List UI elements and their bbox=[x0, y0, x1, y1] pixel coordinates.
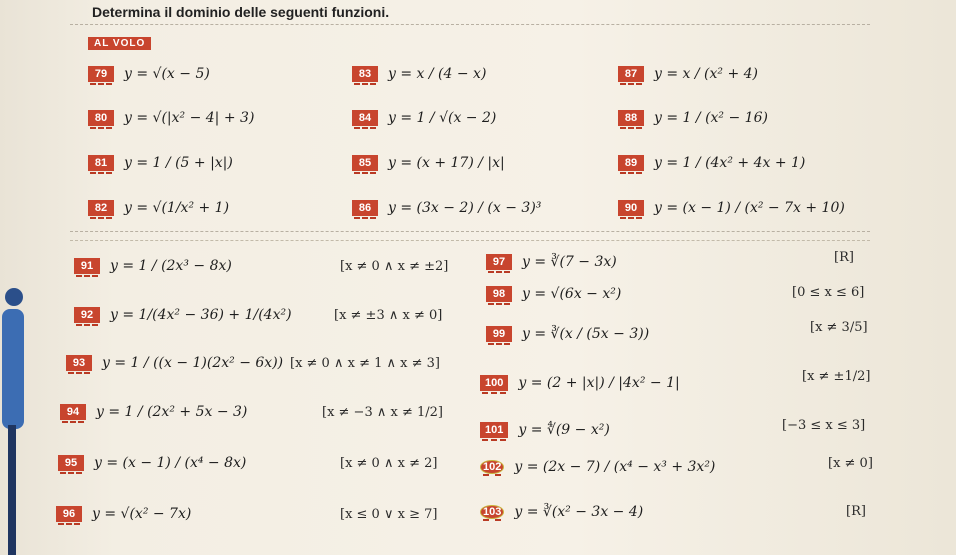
exercise-94 bbox=[60, 404, 247, 420]
function-formula: y = ∛(x² − 3x − 4) bbox=[514, 504, 644, 520]
exercise-96-answer: [x ≤ 0 ∨ x ≥ 7] bbox=[340, 507, 438, 522]
exercise-95 bbox=[58, 455, 246, 471]
exercise-89 bbox=[618, 155, 805, 171]
exercise-99-answer: [x ≠ 3/5] bbox=[810, 320, 868, 335]
exercise-84 bbox=[352, 110, 496, 126]
exercise-97-answer: [R] bbox=[834, 250, 854, 265]
exercise-number: 83 bbox=[352, 66, 378, 82]
function-formula: y = (x − 1) / (x⁴ − 8x) bbox=[94, 455, 247, 471]
function-formula: y = ∛(7 − 3x) bbox=[522, 254, 617, 270]
exercise-103 bbox=[480, 504, 643, 520]
exercise-number: 100 bbox=[480, 375, 508, 391]
function-formula: y = 1 / ((x − 1)(2x² − 6x)) bbox=[102, 355, 284, 371]
exercise-number: 94 bbox=[60, 404, 86, 420]
exercise-101-answer: [−3 ≤ x ≤ 3] bbox=[782, 418, 866, 433]
exercise-92-answer: [x ≠ ±3 ∧ x ≠ 0] bbox=[334, 308, 443, 323]
function-formula: y = ∜(9 − x²) bbox=[518, 422, 610, 438]
exercise-number: 80 bbox=[88, 110, 114, 126]
exercise-number: 95 bbox=[58, 455, 84, 471]
function-formula: y = √(|x² − 4| + 3) bbox=[124, 110, 255, 126]
exercise-98 bbox=[486, 286, 621, 302]
exercise-87 bbox=[618, 66, 758, 82]
exercise-number: 102 bbox=[480, 460, 504, 474]
function-formula: y = 1 / (4x² + 4x + 1) bbox=[654, 155, 806, 171]
section-tag: AL VOLO bbox=[88, 37, 151, 50]
exercise-92 bbox=[74, 307, 292, 323]
exercise-85 bbox=[352, 155, 505, 171]
exercise-90 bbox=[618, 200, 845, 216]
exercise-93-answer: [x ≠ 0 ∧ x ≠ 1 ∧ x ≠ 3] bbox=[290, 356, 440, 371]
exercise-number: 96 bbox=[56, 506, 82, 522]
exercise-91 bbox=[74, 258, 232, 274]
function-formula: y = √(1/x² + 1) bbox=[124, 200, 230, 216]
function-formula: y = 1 / (5 + |x|) bbox=[124, 155, 233, 171]
function-formula: y = √(6x − x²) bbox=[522, 286, 622, 302]
function-formula: y = 1 / (2x² + 5x − 3) bbox=[96, 404, 248, 420]
exercise-96 bbox=[56, 506, 191, 522]
exercise-number: 91 bbox=[74, 258, 100, 274]
function-formula: y = (3x − 2) / (x − 3)³ bbox=[388, 200, 542, 216]
exercise-81 bbox=[88, 155, 233, 171]
exercise-number: 89 bbox=[618, 155, 644, 171]
exercise-number: 84 bbox=[352, 110, 378, 126]
exercise-80 bbox=[88, 110, 254, 126]
exercise-number: 92 bbox=[74, 307, 100, 323]
function-formula: y = √(x − 5) bbox=[124, 66, 210, 82]
function-formula: y = 1 / (2x³ − 8x) bbox=[110, 258, 232, 274]
function-formula: y = (2 + |x|) / |4x² − 1| bbox=[518, 375, 680, 391]
exercise-100 bbox=[480, 375, 680, 391]
function-formula: y = x / (4 − x) bbox=[388, 66, 487, 82]
exercise-number: 79 bbox=[88, 66, 114, 82]
exercise-number: 81 bbox=[88, 155, 114, 171]
exercise-number: 85 bbox=[352, 155, 378, 171]
function-formula: y = x / (x² + 4) bbox=[654, 66, 759, 82]
exercise-number: 98 bbox=[486, 286, 512, 302]
exercise-number: 103 bbox=[480, 505, 504, 519]
exercise-88 bbox=[618, 110, 768, 126]
function-formula: y = 1/(4x² − 36) + 1/(4x²) bbox=[110, 307, 292, 323]
page-heading: Determina il dominio delle seguenti funzioni. bbox=[92, 4, 390, 20]
function-formula: y = (x + 17) / |x| bbox=[388, 155, 505, 171]
exercise-number: 101 bbox=[480, 422, 508, 438]
exercise-number: 88 bbox=[618, 110, 644, 126]
exercise-91-answer: [x ≠ 0 ∧ x ≠ ±2] bbox=[340, 259, 449, 274]
exercise-number: 93 bbox=[66, 355, 92, 371]
exercise-100-answer: [x ≠ ±1/2] bbox=[802, 369, 871, 384]
function-formula: y = 1 / √(x − 2) bbox=[388, 110, 497, 126]
function-formula: y = (x − 1) / (x² − 7x + 10) bbox=[654, 200, 845, 216]
person-illustration bbox=[0, 285, 26, 555]
exercise-98-answer: [0 ≤ x ≤ 6] bbox=[792, 285, 865, 300]
function-formula: y = (2x − 7) / (x⁴ − x³ + 3x²) bbox=[514, 459, 716, 475]
exercise-number: 90 bbox=[618, 200, 644, 216]
exercise-101 bbox=[480, 422, 610, 438]
exercise-95-answer: [x ≠ 0 ∧ x ≠ 2] bbox=[340, 456, 438, 471]
function-formula: y = √(x² − 7x) bbox=[92, 506, 192, 522]
exercise-94-answer: [x ≠ −3 ∧ x ≠ 1/2] bbox=[322, 405, 443, 420]
exercise-83 bbox=[352, 66, 486, 82]
exercise-number: 82 bbox=[88, 200, 114, 216]
exercise-99 bbox=[486, 326, 649, 342]
exercise-86 bbox=[352, 200, 541, 216]
exercise-103-answer: [R] bbox=[846, 504, 866, 519]
exercise-97 bbox=[486, 254, 617, 270]
exercise-102-answer: [x ≠ 0] bbox=[828, 456, 873, 471]
exercise-number: 86 bbox=[352, 200, 378, 216]
section-divider bbox=[70, 240, 870, 241]
exercise-102 bbox=[480, 459, 715, 475]
function-formula: y = ∛(x / (5x − 3)) bbox=[522, 326, 650, 342]
exercise-79 bbox=[88, 66, 210, 82]
exercise-number: 87 bbox=[618, 66, 644, 82]
exercise-93 bbox=[66, 355, 283, 371]
exercise-82 bbox=[88, 200, 229, 216]
function-formula: y = 1 / (x² − 16) bbox=[654, 110, 768, 126]
exercise-number: 97 bbox=[486, 254, 512, 270]
exercise-number: 99 bbox=[486, 326, 512, 342]
